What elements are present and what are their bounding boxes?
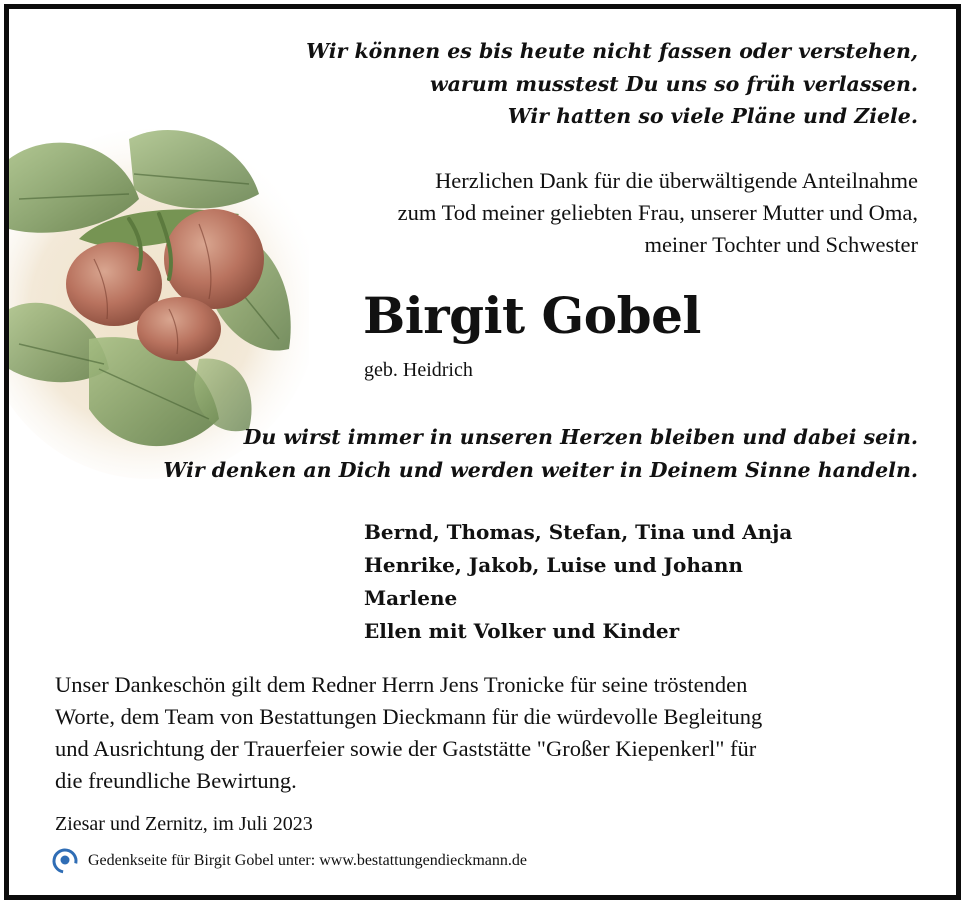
memorial-logo-icon bbox=[51, 847, 79, 875]
obituary-notice bbox=[4, 4, 961, 900]
family-line: Marlene bbox=[364, 586, 458, 610]
closing-line: die freundliche Bewirtung. bbox=[55, 768, 297, 793]
thanks-text bbox=[398, 165, 918, 261]
closing-acknowledgement bbox=[55, 669, 935, 797]
verse-line: warum musstest Du uns so früh verlassen. bbox=[429, 71, 918, 96]
place-and-date: Ziesar und Zernitz, im Juli 2023 bbox=[55, 813, 313, 835]
memorial-page-link-text[interactable]: Gedenkseite für Birgit Gobel unter: www.bestattungendieckmann.de bbox=[88, 852, 527, 869]
remembrance-verse bbox=[163, 421, 918, 486]
closing-line: Unser Dankeschön gilt dem Redner Herrn Jens Tronicke für seine tröstenden bbox=[55, 672, 748, 697]
family-signatures bbox=[364, 516, 792, 648]
verse-line: Wir können es bis heute nicht fassen oder verstehen, bbox=[306, 39, 918, 63]
family-line: Ellen mit Volker und Kinder bbox=[364, 619, 680, 643]
thanks-line: Herzlichen Dank für die überwältigende Anteilnahme bbox=[435, 168, 918, 193]
birth-name: geb. Heidrich bbox=[364, 359, 473, 381]
thanks-line: meiner Tochter und Schwester bbox=[644, 232, 918, 257]
family-line: Henrike, Jakob, Luise und Johann bbox=[364, 553, 743, 577]
memorial-page-footer bbox=[51, 847, 527, 875]
thanks-line: zum Tod meiner geliebten Frau, unserer Mutter und Oma, bbox=[397, 200, 918, 225]
deceased-name: Birgit Gobel bbox=[363, 286, 701, 345]
verse-line: Wir hatten so viele Pläne und Ziele. bbox=[507, 104, 918, 128]
verse-line: Wir denken an Dich und werden weiter in Deinem Sinne handeln. bbox=[163, 457, 918, 482]
opening-verse bbox=[306, 35, 918, 133]
verse-line: Du wirst immer in unseren Herzen bleiben und dabei sein. bbox=[243, 425, 918, 449]
closing-line: und Ausrichtung der Trauerfeier sowie der Gaststätte "Großer Kiepenkerl" für bbox=[55, 736, 757, 761]
family-line: Bernd, Thomas, Stefan, Tina und Anja bbox=[364, 520, 793, 544]
closing-line: Worte, dem Team von Bestattungen Dieckmann für die würdevolle Begleitung bbox=[55, 704, 763, 729]
